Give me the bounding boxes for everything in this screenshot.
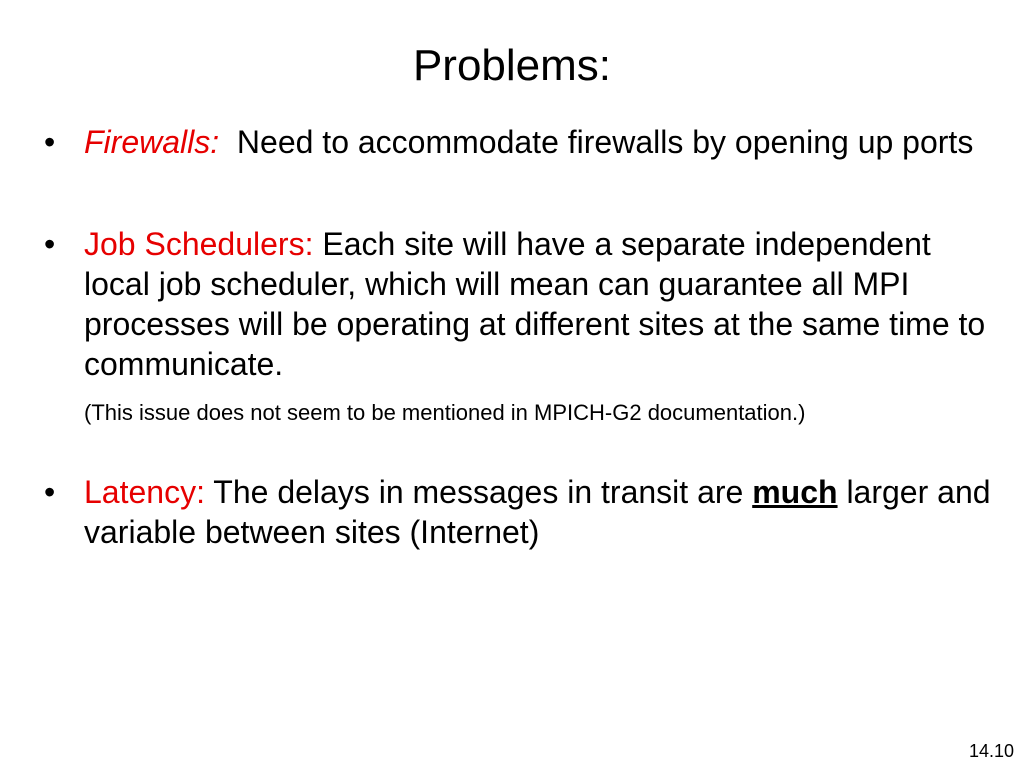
bullet-list [44,122,1004,552]
bullet-marker: • [44,226,56,262]
slide-number: 14.10 [968,741,1014,761]
bullet-label-job-schedulers: Job Schedulers: [84,226,314,262]
bullet-text-latency-after: larger and variable between sites (Internet) [84,474,991,550]
bullet-marker: • [44,124,56,160]
bullet-latency [44,472,1004,552]
bullet-text-job-schedulers: Each site will have a separate independent local job scheduler, which will mean can guarantee all MPI processes will be operating at different sites at the same time to communicate. [84,226,986,382]
bullet-text-latency-before: The delays in messages in transit are [213,474,744,510]
bullet-label-latency: Latency: [84,474,205,510]
slide-title: Problems: [412,41,612,90]
bullet-note-job-schedulers: (This issue does not seem to be mentioned in MPICH-G2 documentation.) [84,400,806,425]
bullet-job-schedulers [44,224,1004,430]
bullet-text-firewalls: Need to accommodate firewalls by opening up ports [236,124,974,160]
bullet-emphasis-much: much [752,474,838,510]
bullet-marker: • [44,474,56,510]
bullet-label-firewalls: Firewalls: [84,124,220,160]
bullet-firewalls [44,122,1004,162]
